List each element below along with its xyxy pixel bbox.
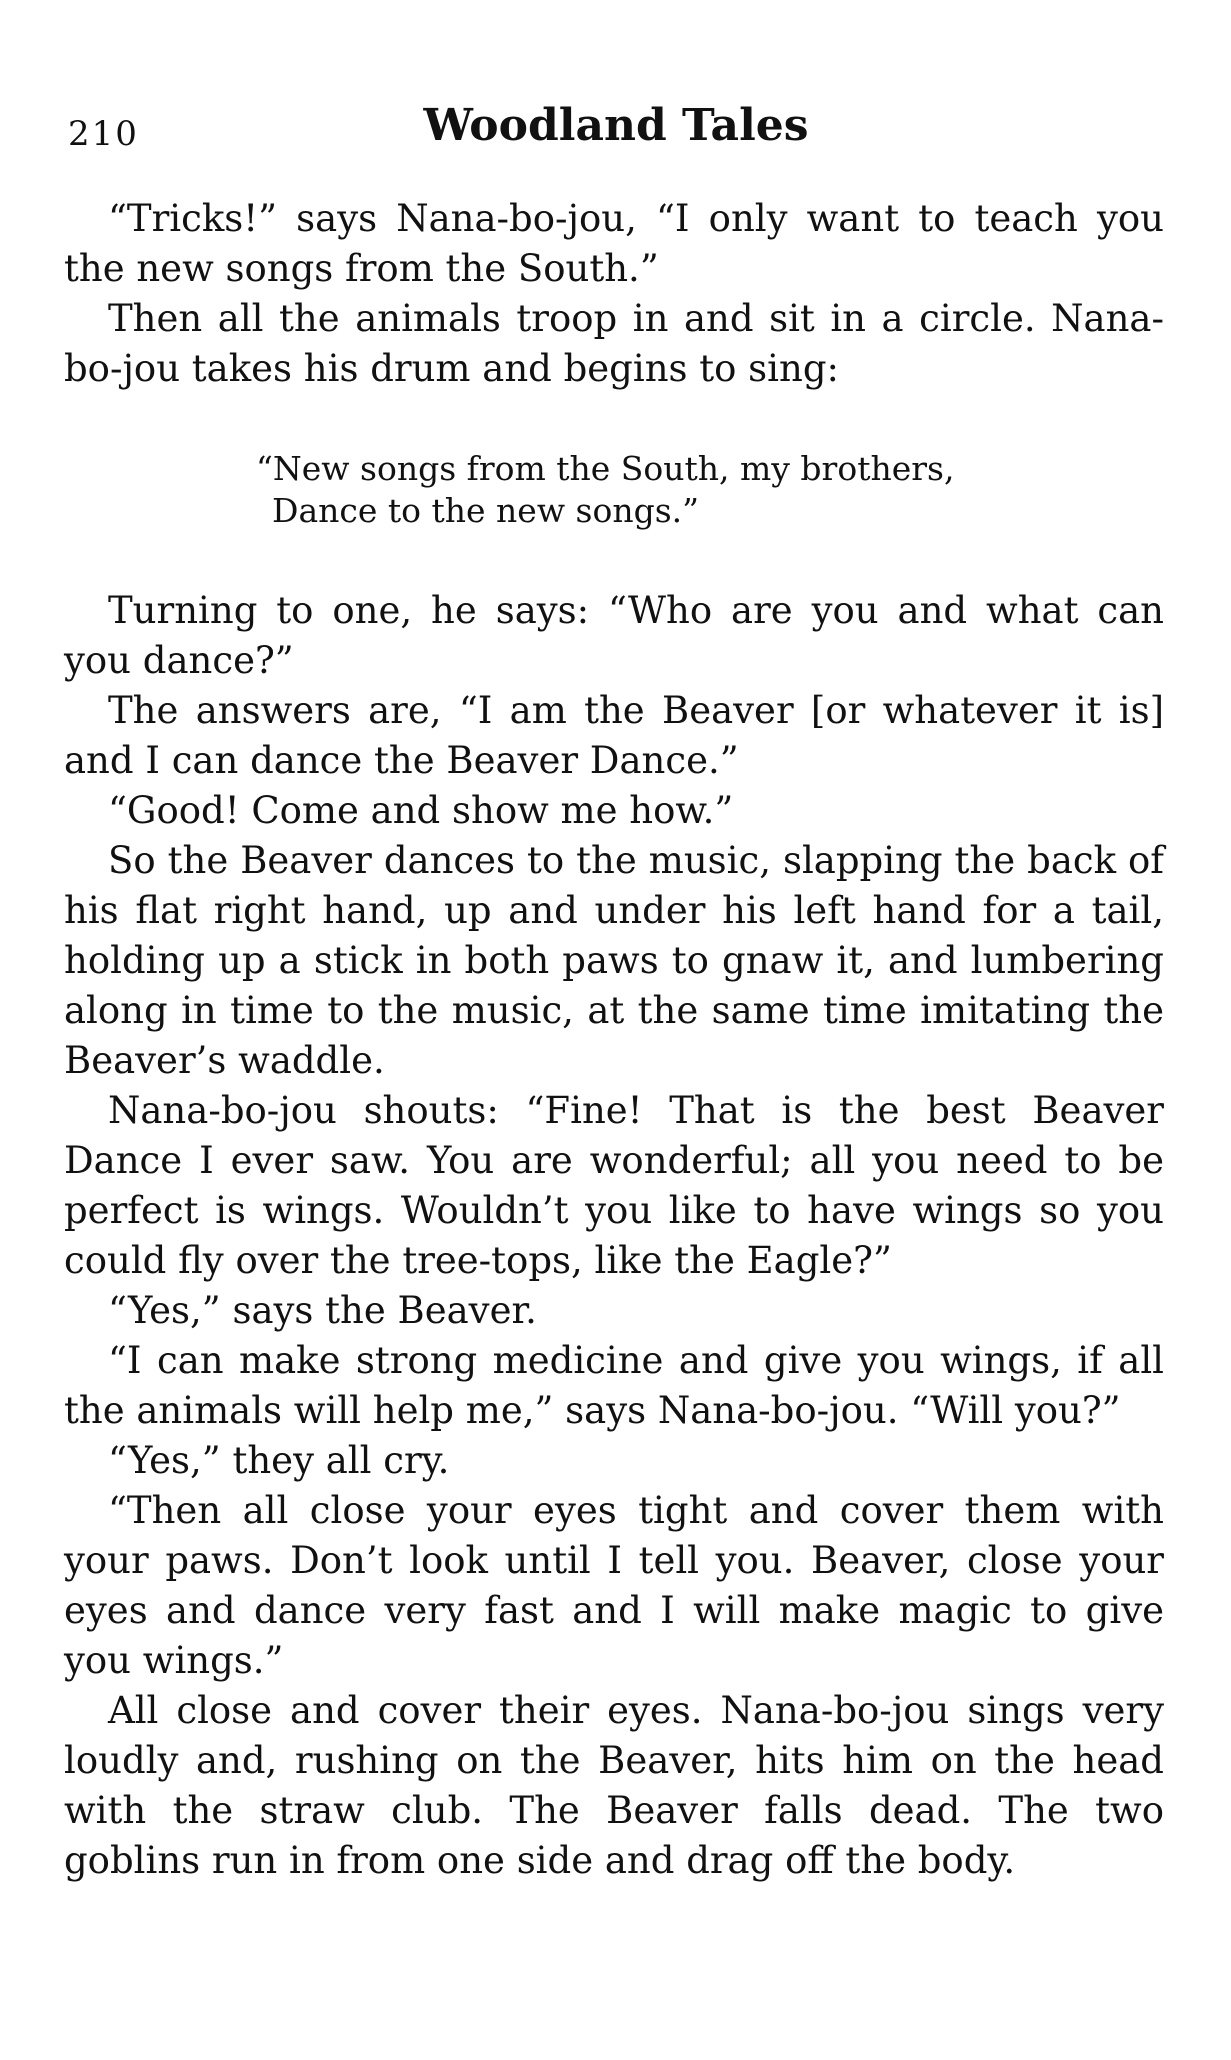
verse-line: “New songs from the South, my brothers, (256, 449, 955, 488)
paragraph: Then all the animals troop in and sit in a circle. Nana-bo-jou takes his drum and begins to sing: (64, 297, 1164, 390)
running-title: Woodland Tales (423, 100, 809, 151)
body-text (64, 194, 1164, 1886)
paragraph: So the Beaver dances to the music, slapping the back of his flat right hand, up and under his left hand for a tail, holding up a stick in both paws to gnaw it, and lumbering along in time to the music, at the same time imitating the Beaver’s waddle. (64, 839, 1164, 1082)
paragraph: “I can make strong medicine and give you wings, if all the animals will help me,” says Nana-bo-jou. “Will you?” (64, 1339, 1164, 1432)
paragraph: “Tricks!” says Nana-bo-jou, “I only want to teach you the new songs from the South.” (64, 197, 1164, 290)
paragraph: All close and cover their eyes. Nana-bo-jou sings very loudly and, rushing on the Beaver, hits him on the head with the straw club. The Beaver falls dead. The two goblins run in from one side and drag off the body. (64, 1689, 1164, 1882)
song-verse (64, 448, 1164, 532)
paragraph: “Good! Come and show me how.” (108, 789, 734, 832)
paragraph: Nana-bo-jou shouts: “Fine! That is the best Beaver Dance I ever saw. You are wonderful; all you need to be perfect is wings. Wouldn’t you like to have wings so you could fly over the tree-tops, like the Eagle?” (64, 1089, 1164, 1282)
paragraph: “Yes,” says the Beaver. (108, 1289, 537, 1332)
paragraph: Turning to one, he says: “Who are you and what can you dance?” (64, 589, 1164, 682)
paragraph: The answers are, “I am the Beaver [or whatever it is] and I can dance the Beaver Dance.” (64, 689, 1164, 782)
paragraph: “Then all close your eyes tight and cover them with your paws. Don’t look until I tell you. Beaver, close your eyes and dance very fast and I will make magic to give you wings.” (64, 1489, 1164, 1682)
page-header (68, 100, 1164, 172)
paragraph: “Yes,” they all cry. (108, 1439, 450, 1482)
page-number: 210 (68, 114, 139, 154)
verse-line: Dance to the new songs.” (272, 491, 700, 530)
